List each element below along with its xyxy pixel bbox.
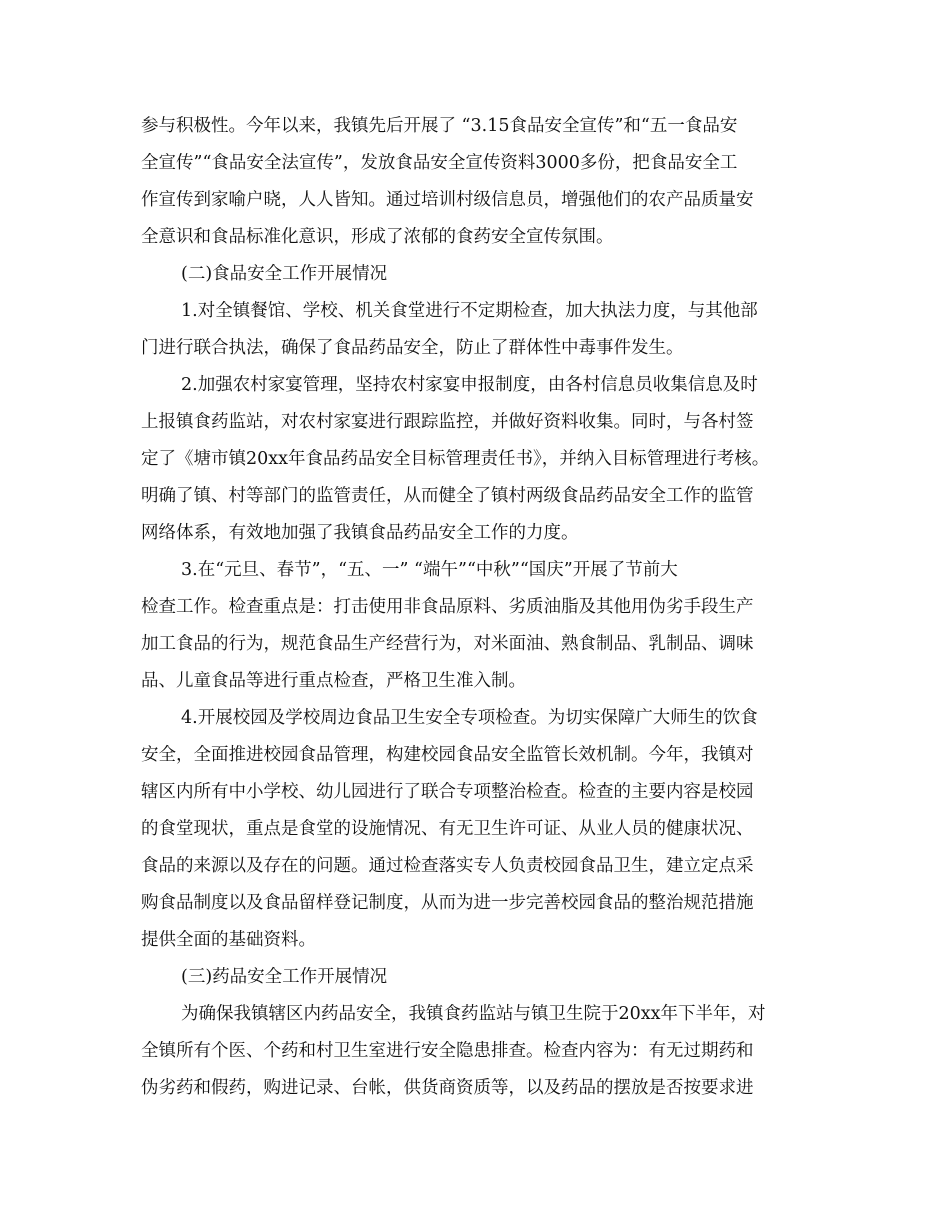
text-line: 门进行联合执法，确保了食品药品安全，防止了群体性中毒事件发生。 bbox=[141, 338, 684, 358]
text-line: 为确保我镇辖区内药品安全，我镇食药监站与镇卫生院于20xx年下半年，对 bbox=[181, 1004, 766, 1024]
text-line: 品、儿童食品等进行重点检查，严格卫生准入制。 bbox=[141, 671, 526, 691]
text-line: 全宣传”“食品安全法宣传”，发放食品安全宣传资料3000多份，把食品安全工 bbox=[141, 153, 738, 173]
text-line: 安全，全面推进校园食品管理，构建校园食品安全监管长效机制。今年，我镇对 bbox=[141, 745, 754, 765]
text-line: 加工食品的行为，规范食品生产经营行为，对米面油、熟食制品、乳制品、调味 bbox=[141, 634, 754, 654]
text-line: 2.加强农村家宴管理，坚持农村家宴申报制度，由各村信息员收集信息及时 bbox=[181, 375, 758, 395]
text-line: 辖区内所有中小学校、幼儿园进行了联合专项整治检查。检查的主要内容是校园 bbox=[141, 782, 754, 802]
text-line: 的食堂现状，重点是食堂的设施情况、有无卫生许可证、从业人员的健康状况、 bbox=[141, 819, 754, 839]
document-body bbox=[141, 108, 821, 1107]
text-line: 网络体系，有效地加强了我镇食品药品安全工作的力度。 bbox=[141, 523, 579, 543]
text-line: 定了《塘市镇20xx年食品药品安全目标管理责任书》，并纳入目标管理进行考核。 bbox=[141, 449, 770, 469]
text-line: 明确了镇、村等部门的监管责任，从而健全了镇村两级食品药品安全工作的监管 bbox=[141, 486, 754, 506]
text-line: 全镇所有个医、个药和村卫生室进行安全隐患排查。检查内容为：有无过期药和 bbox=[141, 1041, 754, 1061]
text-line: 上报镇食药监站，对农村家宴进行跟踪监控，并做好资料收集。同时，与各村签 bbox=[141, 412, 754, 432]
text-line: 1.对全镇餐馆、学校、机关食堂进行不定期检查，加大执法力度，与其他部 bbox=[181, 301, 758, 321]
text-line: 伪劣药和假药，购进记录、台帐，供货商资质等，以及药品的摆放是否按要求进 bbox=[141, 1078, 754, 1098]
text-line: 食品的来源以及存在的问题。通过检查落实专人负责校园食品卫生，建立定点采 bbox=[141, 856, 754, 876]
text-line: 检查工作。检查重点是：打击使用非食品原料、劣质油脂及其他用伪劣手段生产 bbox=[141, 597, 754, 617]
text-line: 全意识和食品标准化意识，形成了浓郁的食药安全宣传氛围。 bbox=[141, 227, 614, 247]
text-line: 3.在“元旦、春节”，“五、一” “端午”“中秋”“国庆”开展了节前大 bbox=[181, 560, 678, 580]
text-line: 购食品制度以及食品留样登记制度，从而为进一步完善校园食品的整治规范措施 bbox=[141, 893, 754, 913]
text-line: (二)食品安全工作开展情况 bbox=[181, 264, 388, 284]
text-line: 参与积极性。今年以来，我镇先后开展了 “3.15食品安全宣传”和“五一食品安 bbox=[141, 116, 738, 136]
text-line: 提供全面的基础资料。 bbox=[141, 930, 316, 950]
text-line: (三)药品安全工作开展情况 bbox=[181, 967, 388, 987]
text-line: 作宣传到家喻户晓，人人皆知。通过培训村级信息员，增强他们的农产品质量安 bbox=[141, 190, 754, 210]
text-line: 4.开展校园及学校周边食品卫生安全专项检查。为切实保障广大师生的饮食 bbox=[181, 708, 758, 728]
